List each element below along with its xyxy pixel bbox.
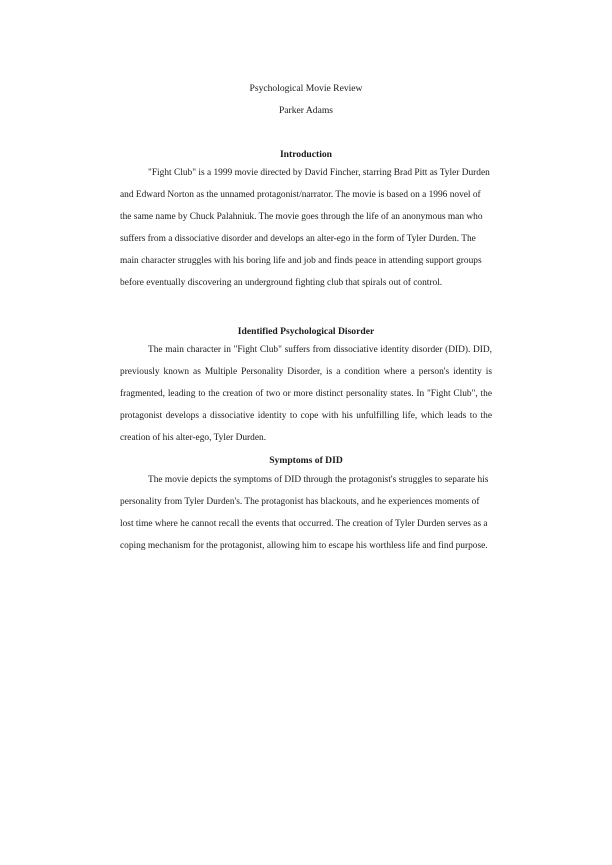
section-body-introduction: "Fight Club" is a 1999 movie directed by David Fincher, starring Brad Pitt as Tyler Durden and Edward Norton as the unnamed protagonist/narrator. The movie is based on a 1996 novel of the same name by Chuck Palahniuk. The movie goes through the life of an anonymous man who suffers from a dissociative disorder and develops an alter-ego in the form of Tyler Durden. The main character struggles with his boring life and job and finds peace in attending support groups before eventually discovering an underground fighting club that spirals out of control. xyxy=(120,168,490,289)
section-heading-symptoms: Symptoms of DID xyxy=(269,455,343,466)
document-title: Psychological Movie Review xyxy=(249,83,363,94)
section-body-symptoms: The movie depicts the symptoms of DID through the protagonist's struggles to separate his personality from Tyler Durden's. The protagonist has blackouts, and he experiences moments of lost time where he cannot recall the events that occurred. The creation of Tyler Durden serves as a coping mechanism for the protagonist, allowing him to escape his worthless life and find purpose. xyxy=(120,475,489,552)
section-body-disorder: The main character in "Fight Club" suffers from dissociative identity disorder (DID). DID, previously known as Multiple Personality Disorder, is a condition where a person's identity is fragmented, leading to the creation of two or more distinct personality states. In "Fight Club", the protagonist develops a dissociative identity to cope with his unfulfilling life, which leads to the creation of his alter-ego, Tyler Durden. xyxy=(120,345,492,444)
document-author: Parker Adams xyxy=(278,105,334,116)
section-heading-introduction: Introduction xyxy=(279,149,333,160)
section-heading-disorder: Identified Psychological Disorder xyxy=(237,326,375,337)
